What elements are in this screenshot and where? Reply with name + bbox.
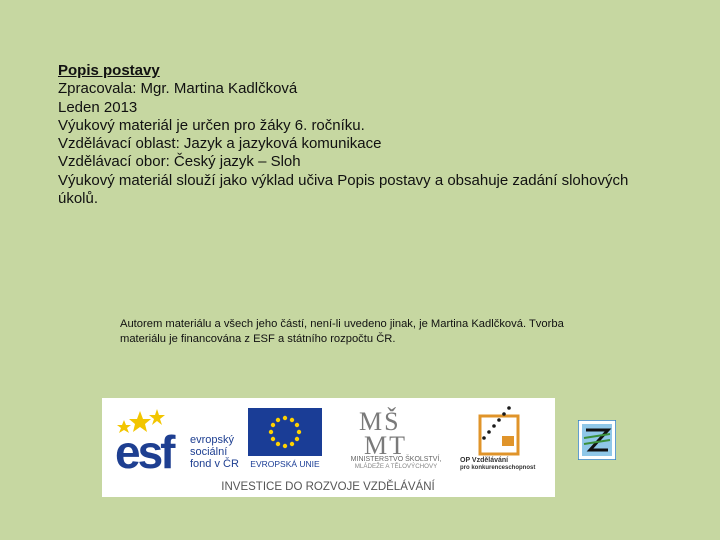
esf-logo	[115, 408, 239, 478]
material-info	[58, 62, 658, 208]
op-line1: OP Vzdělávání	[460, 457, 509, 464]
area-line: Vzdělávací oblast: Jazyk a jazyková komunikace	[58, 135, 382, 153]
msmt-line1: MINISTERSTVO ŠKOLSTVÍ,	[350, 456, 442, 463]
eu-flag-logo	[248, 408, 322, 469]
msmt-letters-bottom: MT	[364, 431, 407, 460]
esf-text-line3: fond v ČR	[190, 458, 239, 470]
esf-letters: esf	[115, 426, 173, 478]
msmt-logo	[351, 407, 442, 470]
msmt-line2: MLÁDEŽE A TĚLOVÝCHOVY	[354, 463, 438, 470]
slogan: INVESTICE DO ROZVOJE VZDĚLÁVÁNÍ	[221, 481, 435, 493]
author-line: Zpracovala: Mgr. Martina Kadlčková	[58, 80, 298, 98]
field-line: Vzdělávací obor: Český jazyk – Sloh	[58, 153, 301, 171]
school-logo	[578, 420, 616, 460]
msmt-letters-top: MŠ	[359, 407, 401, 436]
date-line: Leden 2013	[58, 98, 138, 116]
esf-text-line2: sociální	[190, 446, 228, 458]
target-line: Výukový materiál je určen pro žáky 6. ročníku.	[58, 116, 365, 134]
op-line2: pro konkurenceschopnost	[460, 465, 536, 471]
document-title: Popis postavy	[58, 62, 160, 79]
description-line: Výukový materiál slouží jako výklad učiva Popis postavy a obsahuje zadání slohových úkolů.	[58, 171, 629, 208]
eu-label: EVROPSKÁ UNIE	[250, 459, 320, 469]
credit-note: Autorem materiálu a všech jeho částí, není-li uvedeno jinak, je Martina Kadlčková. Tvorba materiálu je financována z ESF a státního rozpočtu ČR.	[120, 318, 564, 345]
funding-logos-banner	[102, 398, 555, 497]
esf-text-line1: evropský	[190, 434, 235, 446]
op-vzdelavani-logo	[460, 406, 535, 471]
